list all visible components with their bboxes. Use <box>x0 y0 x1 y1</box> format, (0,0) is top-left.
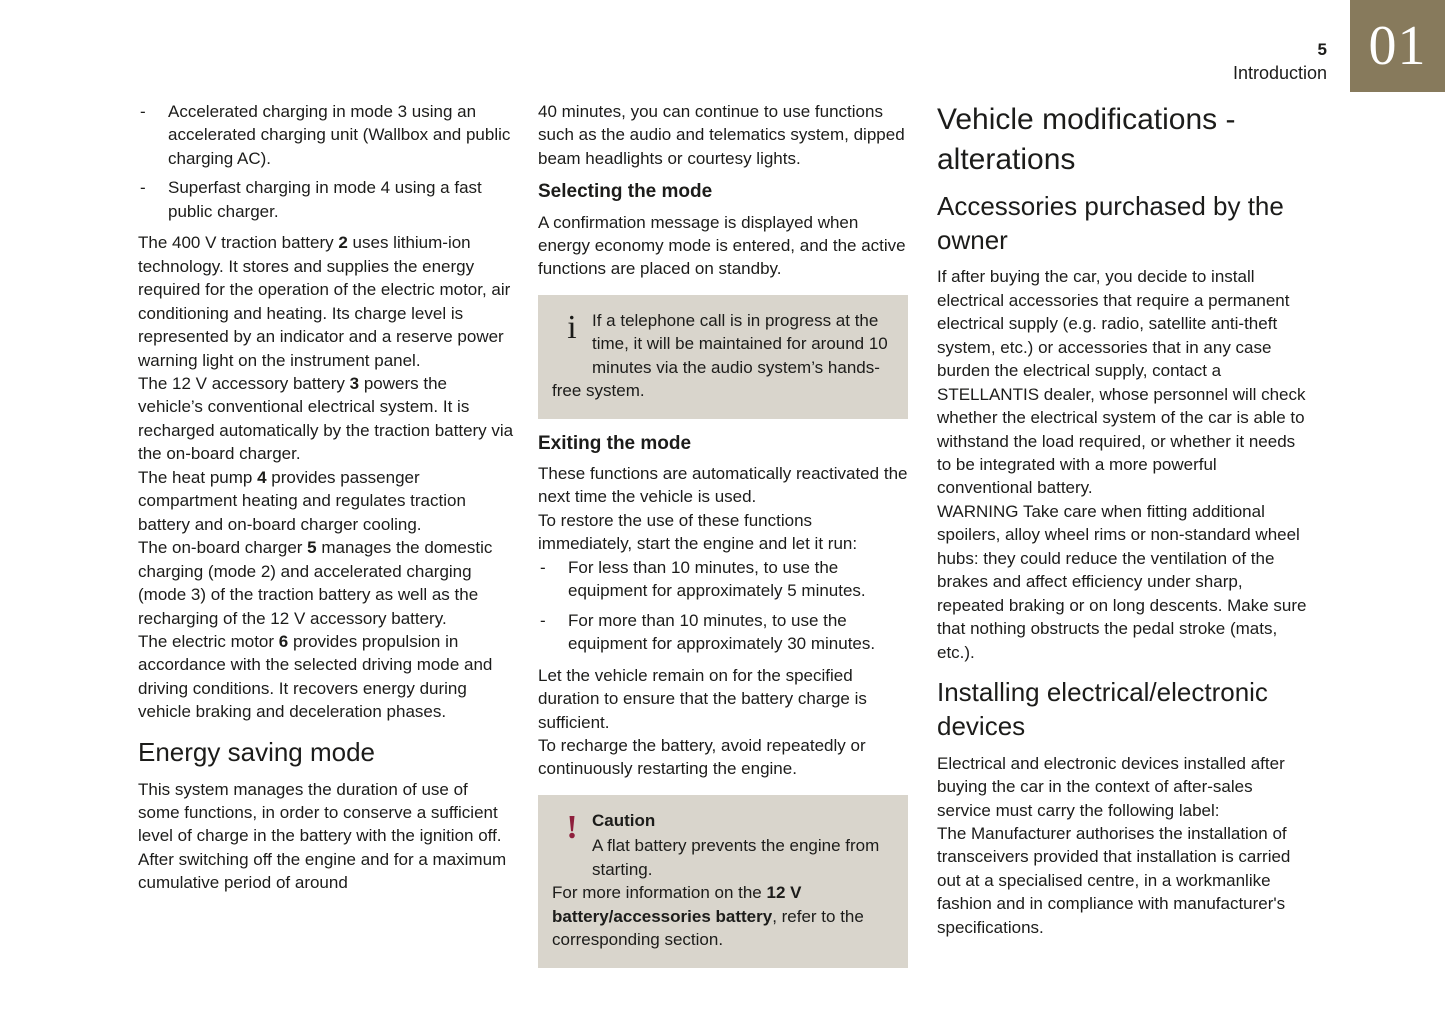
caution-text-2: For more information on the 12 V battery/accessories battery, refer to the corresponding section. <box>552 883 864 950</box>
paragraph-manufacturer-authorises: The Manufacturer authorises the installation of transceivers provided that installation is carried out at a specialised centre, in a workmanlike fashion and in compliance with manufacturer's specifications. <box>937 824 1291 937</box>
list-item-text: Superfast charging in mode 4 using a fast public charger. <box>168 178 482 221</box>
dash-bullet-icon: - <box>540 610 546 630</box>
paragraph-exiting-2: To restore the use of these functions immediately, start the engine and let it run: <box>538 510 858 554</box>
section-title: Introduction <box>1232 63 1327 83</box>
caution-icon: ! <box>566 808 578 846</box>
restart-durations-list <box>538 556 908 656</box>
caution-box <box>538 795 908 968</box>
caution-text-1: A flat battery prevents the engine from starting. <box>592 836 880 879</box>
chapter-number: 01 <box>1368 15 1427 77</box>
paragraph-selecting: A confirmation message is displayed when energy economy mode is entered, and the active functions are placed on standby. <box>538 212 906 279</box>
list-item <box>138 100 514 170</box>
heading-installing-devices: Installing electrical/electronic devices <box>937 677 1268 741</box>
info-box <box>538 295 908 419</box>
paragraph-energy-saving-2: After switching off the engine and for a maximum cumulative period of around <box>138 849 507 893</box>
page-number: 5 <box>1317 40 1327 59</box>
heading-exiting-the-mode: Exiting the mode <box>538 432 692 454</box>
paragraph-warning: WARNING Take care when fitting additional spoilers, alloy wheel rims or non-standard wheel hubs: they could reduce the ventilation of the brakes and affect efficiency under sharp, repeated braking or on long descents. Make sure that nothing obstructs the pedal stroke (mats, etc.). <box>937 501 1307 662</box>
dash-bullet-icon: - <box>540 557 546 577</box>
column-middle <box>538 100 908 980</box>
paragraph-energy-saving-1: This system manages the duration of use of some functions, in order to conserve a sufficient level of charge in the battery with the ignition off. <box>138 779 502 846</box>
caution-title: Caution <box>592 810 656 830</box>
paragraph-40-minutes: 40 minutes, you can continue to use functions such as the audio and telematics system, dipped beam headlights or courtesy lights. <box>538 102 905 168</box>
paragraph-recharge: To recharge the battery, avoid repeatedly or continuously restarting the engine. <box>538 735 866 779</box>
list-item-text: For less than 10 minutes, to use the equipment for approximately 5 minutes. <box>568 557 866 601</box>
heading-energy-saving-mode: Energy saving mode <box>138 736 376 767</box>
paragraph-exiting-1: These functions are automatically reactivated the next time the vehicle is used. <box>538 463 908 507</box>
column-left <box>138 100 514 895</box>
charging-modes-list <box>138 100 514 223</box>
dash-bullet-icon: - <box>140 102 146 121</box>
list-item <box>538 609 908 656</box>
paragraph-remain-on: Let the vehicle remain on for the specified duration to ensure that the battery charge is sufficient. <box>538 665 867 732</box>
paragraph-traction-battery: The 400 V traction battery 2 uses lithium-ion technology. It stores and supplies the energy required for the operation of the electric motor, air conditioning and heating. Its charge level is represented by an indicator and a reserve power warning light on the instrument panel. <box>138 233 511 370</box>
list-item-text: Accelerated charging in mode 3 using an accelerated charging unit (Wallbox and public charging AC). <box>168 102 511 168</box>
paragraph-heat-pump: The heat pump 4 provides passenger compartment heating and regulates traction battery and on-board charger cooling. <box>138 467 466 534</box>
heading-vehicle-modifications: Vehicle modifications - alterations <box>937 103 1236 176</box>
paragraph-devices-label: Electrical and electronic devices installed after buying the car in the context of after-sales service must carry the following label: <box>937 753 1285 820</box>
list-item-text: For more than 10 minutes, to use the equipment for approximately 30 minutes. <box>568 610 876 654</box>
info-icon: i <box>567 308 577 346</box>
heading-selecting-the-mode: Selecting the mode <box>538 181 713 203</box>
paragraph-accessories: If after buying the car, you decide to install electrical accessories that require a permanent electrical supply (e.g. radio, satellite anti-theft system, etc.) or accessories that in any case burden the electrical supply, contact a STELLANTIS dealer, whose personnel will check whether the electrical system of the car is able to withstand the load required, or whether it needs to be integrated with a more powerful conventional battery. <box>937 267 1306 498</box>
heading-accessories-purchased: Accessories purchased by the owner <box>937 190 1284 255</box>
paragraph-onboard-charger: The on-board charger 5 manages the domestic charging (mode 2) and accelerated charging (mode 3) of the traction battery as well as the recharging of the 12 V accessory battery. <box>138 538 493 628</box>
list-item <box>138 176 514 223</box>
info-box-text: If a telephone call is in progress at the time, it will be maintained for around 10 minutes via the audio system’s hands-free system. <box>552 310 888 401</box>
list-item <box>538 556 908 603</box>
chapter-badge <box>1350 0 1445 92</box>
column-right <box>937 100 1311 939</box>
dash-bullet-icon: - <box>140 178 146 198</box>
paragraph-electric-motor: The electric motor 6 provides propulsion in accordance with the selected driving mode and driving conditions. It recovers energy during vehicle braking and deceleration phases. <box>138 631 493 722</box>
paragraph-accessory-battery: The 12 V accessory battery 3 powers the vehicle’s conventional electrical system. It is recharged automatically by the traction battery via the on-board charger. <box>138 373 514 464</box>
